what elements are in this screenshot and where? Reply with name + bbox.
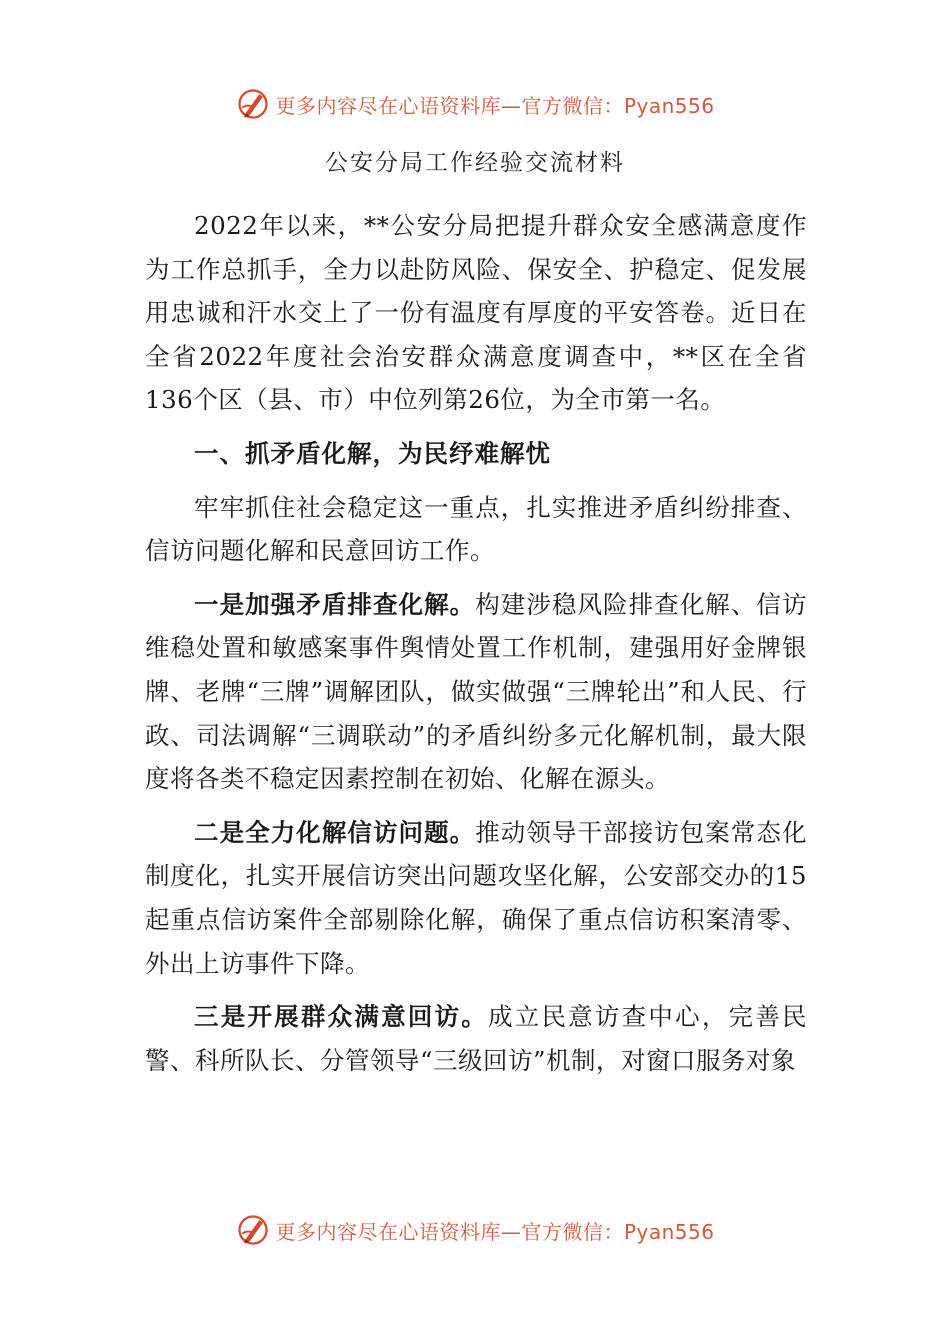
item-body-1: 构建涉稳风险排查化解、信访维稳处置和敏感案事件舆情处置工作机制，建强用好金牌银牌、老牌“三牌”调解团队，做实做强“三牌轮出”和人民、行政、司法调解“三调联动”的矛盾纠纷多元化解机制，最大限度将各类不稳定因素控制在初始、化解在源头。 <box>145 589 807 794</box>
item-body-3: 成立民意访查中心，完善民警、科所队长、分管领导“三级回访”机制，对窗口服务对象 <box>145 1002 807 1075</box>
pen-emblem-icon <box>235 86 271 122</box>
item-paragraph-1 <box>145 583 807 801</box>
header-watermark <box>0 82 950 126</box>
intro-paragraph: 2022年以来，**公安分局把提升群众安全感满意度作为工作总抓手，全力以赴防风险、保安全、护稳定、促发展用忠诚和汗水交上了一份有温度有厚度的平安答卷。近日在全省2022年度社会治安群众满意度调查中，**区在全省136个区（县、市）中位列第26位，为全市第一名。 <box>145 211 807 415</box>
section-summary-paragraph: 牢牢抓住社会稳定这一重点，扎实推进矛盾纠纷排查、信访问题化解和民意回访工作。 <box>145 492 807 566</box>
item-lead-3: 三是开展群众满意回访。 <box>194 1002 488 1032</box>
footer-watermark <box>0 1208 950 1252</box>
document-body <box>145 204 807 1082</box>
watermark-text: 更多内容尽在心语资料库—官方微信：Pyan556 <box>275 1219 715 1244</box>
section-heading: 一、抓矛盾化解，为民纾难解忧 <box>194 438 551 468</box>
item-paragraph-3 <box>145 995 807 1082</box>
item-paragraph-2 <box>145 811 807 985</box>
document-title: 公安分局工作经验交流材料 <box>325 150 625 176</box>
watermark-text: 更多内容尽在心语资料库—官方微信：Pyan556 <box>275 93 715 118</box>
pen-emblem-icon <box>235 1212 271 1248</box>
item-lead-2: 二是全力化解信访问题。 <box>194 817 476 847</box>
item-body-2: 推动领导干部接访包案常态化制度化，扎实开展信访突出问题攻坚化解，公安部交办的15起重点信访案件全部剔除化解，确保了重点信访积案清零、外出上访事件下降。 <box>145 817 807 978</box>
item-lead-1: 一是加强矛盾排查化解。 <box>194 589 476 619</box>
